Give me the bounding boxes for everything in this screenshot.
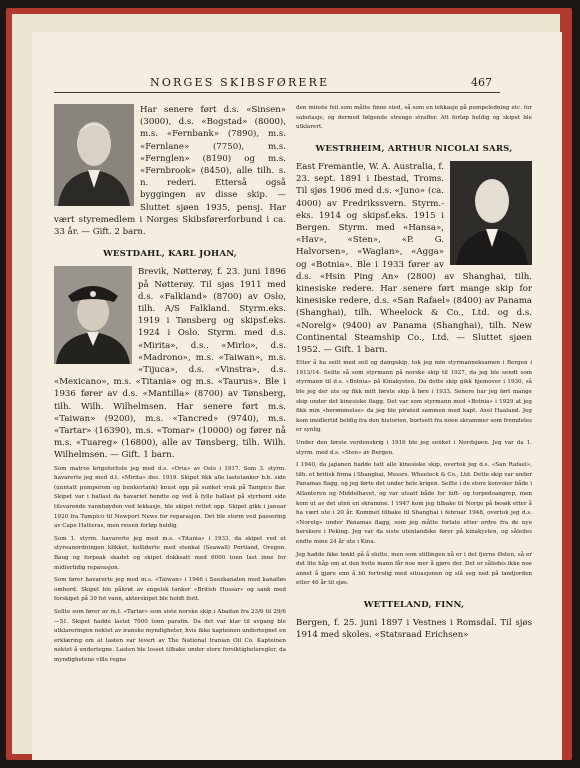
note-paragraph: Som matros krigsforliste jeg med d.s. «Oria» av Oslo i 1917. Som 3. styrm. havarerte jeg med d.t. «Mirita» des. 1919. Skipet fikk alle lastetanker b.b. side (unntatt pumperom og bunkertank) knust opp på sunket vrak på Tampico Bar. Skipet var i ballast da havariet hendte og ved å fylle ballast på styrbord side tilsvarende vannhøyden ved lekkasje, ble skipet rettet opp. Skipet gikk i januar 1920 fra Tampico til Newport News for reparasjon. Det ble storm ved passering av Cape Hatteras, men reisen forløp heldig. <box>54 465 286 530</box>
bio-text-previous: Har senere ført d.s. «Sinsen» (3000), d.s. «Bogstad» (8000), m.s. «Fernbank» (7890), m.s. «Fernlane» (7750), m.s. «Fernglen» (8190) og m.s. «Fernbrook» (8450), alle tilh. s. n. rederi. Etterså også byggingen av disse skip. — Sluttet sjøen 1935, pensj. Har vært styremedlem i Norges Skibsførerforbund i ca. 33 år. — Gift. 2 barn. <box>54 105 286 238</box>
running-title: NORGES SKIBSFØRERE <box>150 76 330 89</box>
bio-text-westdahl: Brevik, Nøtterøy, f. 23. juni 1896 på Nøtterøy. Til sjøs 1911 med d.s. «Falkland» (8700) av Oslo, tilh. A/S Falkland. Styrm.eks. 1919 i Tønsberg og skipsf.eks. 1924 i Oslo. Styrm. med d.s. «Mirita», d.s.. «Mirlo», d.s. «Madrono», m.s. «Taiwan», m.s. «Tijuca», d.s. «Vinstra», d.s. «Mexicano», m.s. «Titania» og m.s. «Taurus». Ble i 1936 fører av d.s. «Mantilla» (8700) av Tønsberg, tilh. Wilh. Wilhelmsen. Har senere ført m.s. «Taiwan» (9200), m.s. «Tancred» (9740), m.s. «Tartar» (16390), m.s. «Tomar» (10000) og fører nå m.s. «Tuareg» (16800), alle av Tønsberg, tilh. Wilh. Wilhelmsen. — Gift. 1 barn. <box>54 267 286 461</box>
entry-name-wetteland: WETTELAND, FINN, <box>363 599 465 610</box>
note-paragraph-continued: den minste feil som måtte finne sted, så som en lekkasje på pumpeledning etc. for sabotasje, og dermed følgende strenge straffer. Alt forløp heldig og skipet ble utklarert. <box>296 105 532 131</box>
bio-text-westrheim: East Fremantle, W. A. Australia, f. 23. sept. 1891 i Ibestad, Troms. Til sjøs 1906 med d.s. «Juno» (ca. 4000) av Fredrikssvern. Styrm.-eks. 1914 og skipsf.eks. 1915 i Bergen. Styrm. med «Hansa», «Hav», «Sten», «P. G. Halvorsen», «Waglan», «Agga» og «Botnia». Ble i 1933 fører av d.s. «Hsin Ping An» (2800) av Shanghai, tilh. kinesiske redere. Har senere ført mange skip for kinesiske redere, d.s. «San Rafael» (8400) av Panama (Shanghai), tilh. Wheelock & Co., Ltd. og d.s. «Norelg» (9400) av Panama (Shanghai), tilh. New Continental Steamship Co., Ltd. — Sluttet sjøen 1952. — Gift. 1 barn. <box>296 161 532 356</box>
note-paragraph: Som fører havarerte jeg med m.s. «Taiwan» i 1946 i Suezkanalen med kanalløs ombord. Skipet ble påkrøt av engelsk tanker «British Hussar» og sank med forskipet på 39 fot vann, akterskipet ble holdt flott. <box>54 577 286 603</box>
page <box>32 32 562 760</box>
right-column <box>296 104 532 642</box>
portrait-photo-westdahl <box>54 266 132 364</box>
portrait-photo-westrheim <box>450 161 532 265</box>
entry-name-westrheim: WESTRHEIM, ARTHUR NICOLAI SARS, <box>315 143 513 154</box>
note-paragraph: Etter å ha seilt med seil og dampskip, tok jeg min styrmanneksamen i Bergen i 1913/14. Seilte så som styrmann på norske skip til 1927, da jeg ble sendt som styrmann til d.s. «Botnia» på Kinakysten. Da dette skip gikk hjemover i 1930, så ble jeg der ute og fikk mitt første skip å føre i 1933. Senere har jeg ført mange skip under det kinesiske flagg. Det var som styrmann med «Botnia» i 1929 at jeg fikk min «berømmelse» da jeg ble pirated sammen med kapt. Axel Haaland. Jeg kom imidlertid heldig fra den historien, bortsett fra noen skrammer som fremdeles er synlig. <box>296 360 532 434</box>
note-paragraph: Som 1. styrm. havarerte jeg med m.s. «Titania» i 1933, da skipet ved et styreanordningen klikket, kolliderte med stenkal (Seawall) Portland, Oregon. Baug og forpeak skadet og skipet dokksatt med 6000 tonn last inne for midlertidig reparasjon. <box>54 535 286 571</box>
page-header <box>32 32 562 92</box>
bio-text-wetteland: Bergen, f. 25. juni 1897 i Vestnes i Romsdal. Til sjøs 1914 med skoles. «Statsraad Erichsen» <box>296 618 532 641</box>
portrait-photo-1 <box>54 104 134 206</box>
note-paragraph: Jeg hadde ikke tenkt på å slutte, men som stillingen nå er i det fjerne Østen, så er det lite håp om at den hvite mann får noe mer å gjøre der. Det er således ikke noe annet å gjøre enn å bli fortrolig med situasjonen og slå seg ned på landjorden etter 46 år til sjøs. <box>296 551 532 587</box>
page-background <box>12 14 560 754</box>
note-paragraph: I 1940, da japanen hadde tatt alle kinesiske skip, overtok jeg d.s. «San Rafael», tilh. et britisk firma i Shanghai, Messrs. Wheelock & Co., Ltd. Dette skip var under Panamas flagg, og jeg førte det under hele krigen. Seilte i de store konvoier både i Atlanteren og Middelhavet, og var utsatt både for luft- og torpedoangrep, men kom ut av det uten en skramme. I 1947 kom jeg tilbake til Norge på besøk etter å ha vært ute i 20 år. Kommet tilbake til Shanghai i februar 1948, overtok jeg d.s. «Norelg» under Panamas flagg, som jeg måtte forlate etter ordre fra de nye herskere i Peking. Jeg var da siste utenlandske fører på kinakysten, og således endte mine 24 år ute i Kina. <box>296 462 532 545</box>
left-column <box>54 104 286 666</box>
entry-name-westdahl: WESTDAHL, KARL JOHAN, <box>103 249 237 260</box>
note-paragraph: Sellte som fører av m.t. «Tartar» som siste norske skip i Abadan fra 23/6 til 29/6—51. Skipet hadde lastet 7000 tonn parafin. Da det var klar til avgang ble utklareringen nektet av iranske myndigheter, hvis ikke kapteinen undertegnet en erklæring om at lasten var levert av The National Iranian Oil Co. Kapteinen nektet å undertegne. Lasten ble losset tilbake under store forsiktighetsregler, da myndighetene ville regne <box>54 609 286 663</box>
note-paragraph: Under den første verdenskrig i 1916 ble jeg senket i Nordsjøen. Jeg var da 1. styrm. med d.s. «Sten» av Bergen. <box>296 439 532 456</box>
header-rule <box>54 92 500 93</box>
page-number: 467 <box>471 76 492 89</box>
